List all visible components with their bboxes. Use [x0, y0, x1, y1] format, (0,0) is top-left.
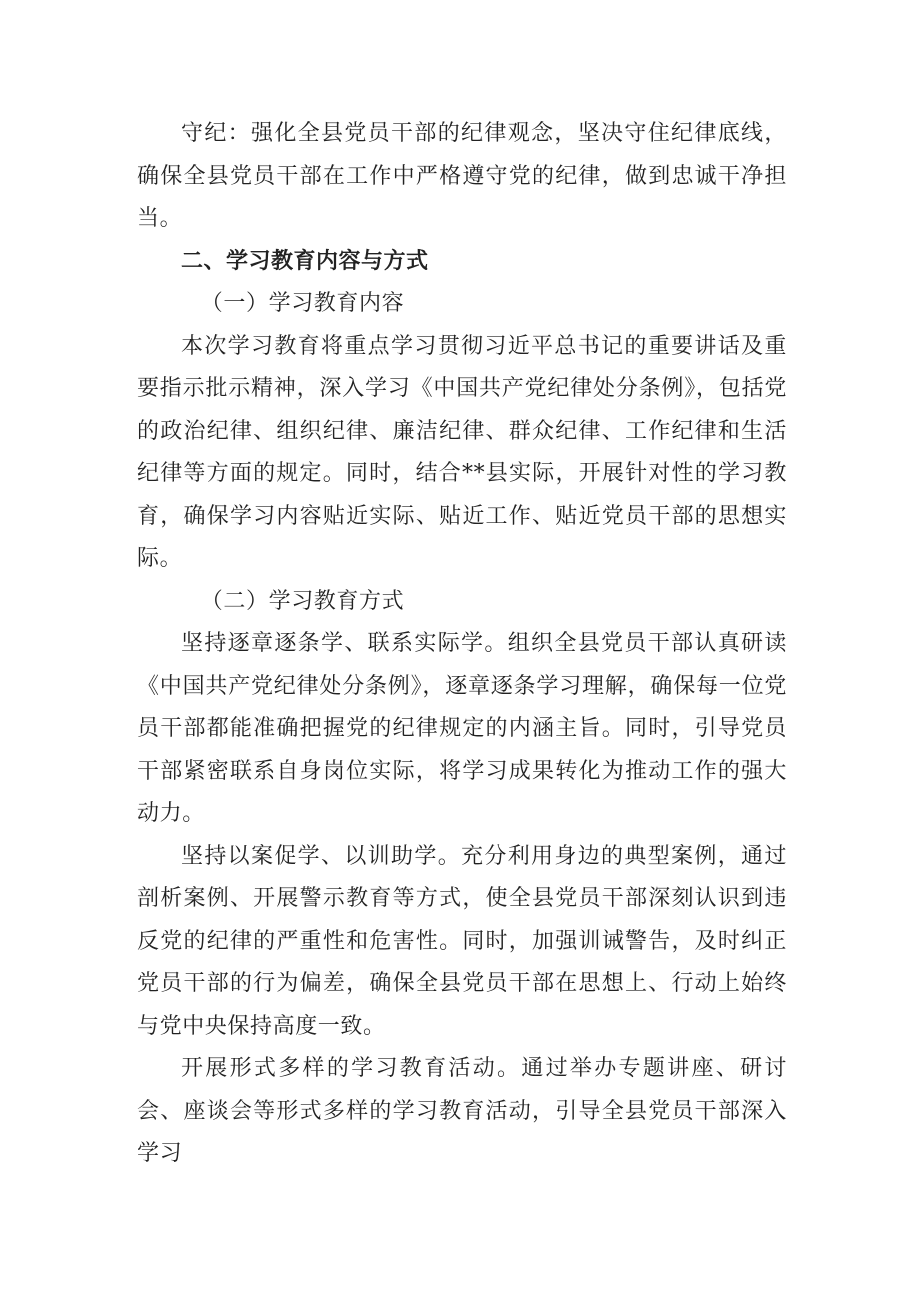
paragraph-discipline: 守纪：强化全县党员干部的纪律观念，坚决守住纪律底线，确保全县党员干部在工作中严格遵守党的纪律，做到忠诚干净担当。: [137, 121, 787, 231]
paragraph-content: 本次学习教育将重点学习贯彻习近平总书记的重要讲话及重要指示批示精神，深入学习《中国共产党纪律处分条例》，包括党的政治纪律、组织纪律、廉洁纪律、群众纪律、工作纪律和生活纪律等方面的规定。同时，结合**县实际，开展针对性的学习教育，确保学习内容贴近实际、贴近工作、贴近党员干部的思想实际。: [137, 333, 787, 571]
document-body: [137, 113, 787, 1176]
paragraph-method-3: 开展形式多样的学习教育活动。通过举办专题讲座、研讨会、座谈会等形式多样的学习教育活动，引导全县党员干部深入学习: [137, 1056, 787, 1166]
paragraph-method-1: 坚持逐章逐条学、联系实际学。组织全县党员干部认真研读《中国共产党纪律处分条例》，逐章逐条学习理解，确保每一位党员干部都能准确把握党的纪律规定的内涵主旨。同时，引导党员干部紧密联系自身岗位实际，将学习成果转化为推动工作的强大动力。: [137, 631, 787, 826]
subsection-title-method: （二）学习教育方式: [200, 588, 405, 614]
section-title: 二、学习教育内容与方式: [181, 248, 429, 274]
paragraph-method-2: 坚持以案促学、以训助学。充分利用身边的典型案例，通过剖析案例、开展警示教育等方式，使全县党员干部深刻认识到违反党的纪律的严重性和危害性。同时，加强训诫警告，及时纠正党员干部的行为偏差，确保全县党员干部在思想上、行动上始终与党中央保持高度一致。: [137, 843, 787, 1039]
subsection-title-content: （一）学习教育内容: [200, 291, 405, 316]
